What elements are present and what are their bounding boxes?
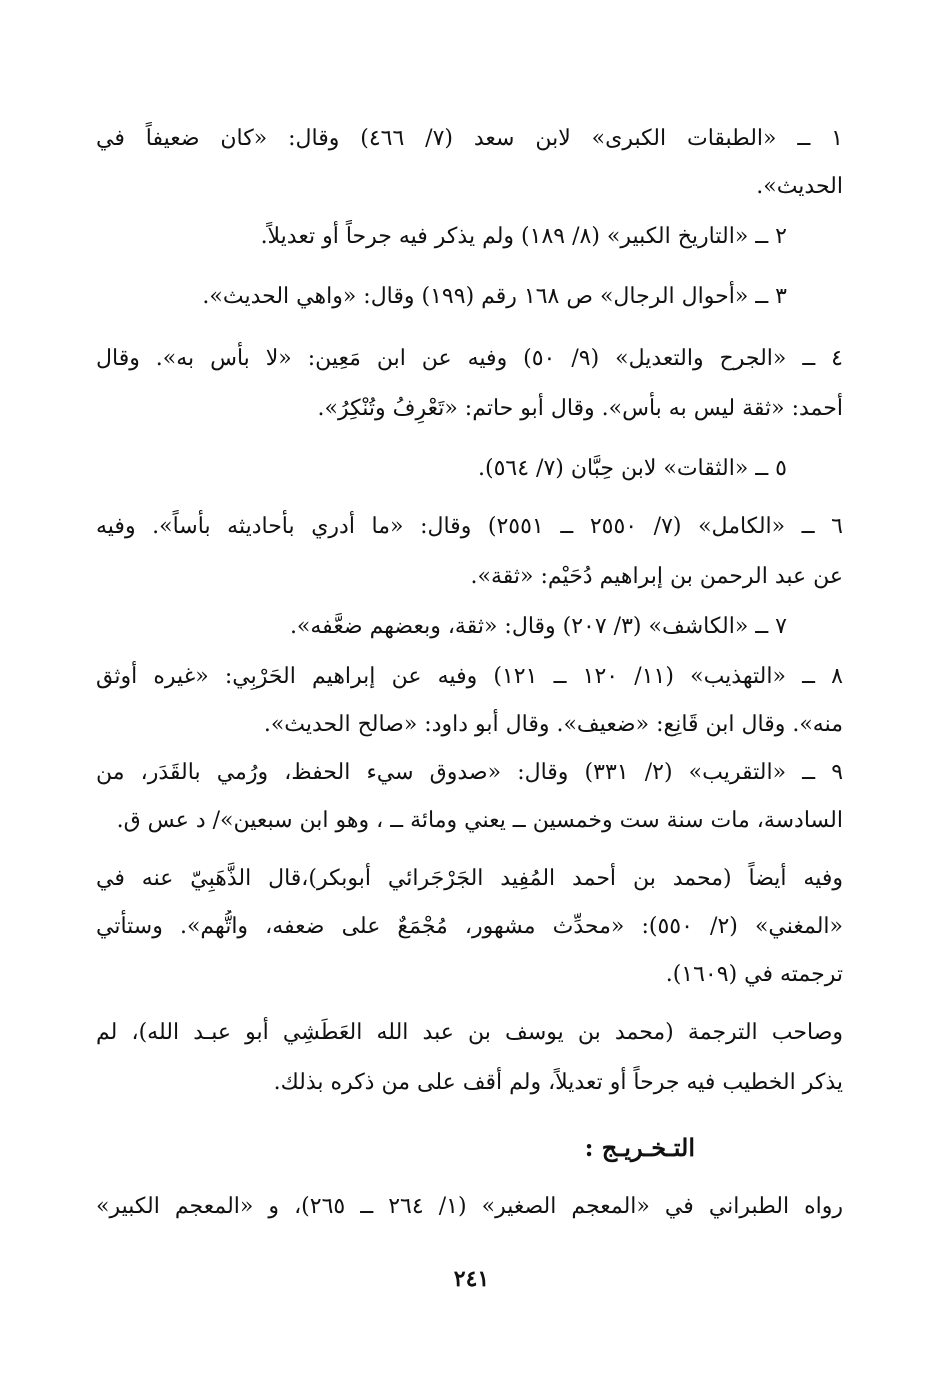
text-line-6: أحمد: «ثقة ليس به بأس». وقال أبو حاتم: «تَعْرِفُ وتُنْكِرُ».	[317, 396, 843, 421]
text-line-18: وصاحب الترجمة (محمد بن يوسف بن عبد الله العَطَشِي أبو عبـد الله)، لم	[96, 1020, 843, 1045]
text-line-7: ٥ ــ «الثقات» لابن حِبَّان (٧/ ٥٦٤).	[478, 456, 787, 481]
text-line-2: الحديث».	[756, 174, 843, 199]
text-line-4: ٣ ــ «أحوال الرجال» ص ١٦٨ رقم (١٩٩) وقال: «واهي الحديث».	[202, 284, 787, 309]
text-line-15: وفيه أيضاً (محمد بن أحمد المُفِيد الجَرْجَرائي أبوبكر)،قال الذَّهَبِيّ عنه في	[96, 866, 843, 891]
section-heading: التـخـريـج :	[584, 1133, 695, 1162]
page-number: ٢٤١	[453, 1266, 490, 1292]
text-line-13: ٩ ــ «التقريب» (٢/ ٣٣١) وقال: «صدوق سيء الحفظ، ورُمي بالقَدَر، من	[96, 760, 843, 785]
text-line-17: ترجمته في (١٦٠٩).	[665, 962, 843, 987]
text-line-16: «المغني» (٢/ ٥٥٠): «محدِّث مشهور، مُجْمَعٌ على ضعفه، واتُّهم». وستأتي	[96, 914, 843, 939]
text-line-10: ٧ ــ «الكاشف» (٣/ ٢٠٧) وقال: «ثقة، وبعضهم ضعَّفه».	[289, 614, 787, 639]
text-line-12: منه». وقال ابن قَانِع: «ضعيف». وقال أبو داود: «صالح الحديث».	[263, 712, 843, 737]
text-line-20: رواه الطبراني في «المعجم الصغير» (١/ ٢٦٤ ــ ٢٦٥)، و «المعجم الكبير»	[96, 1194, 843, 1219]
text-line-3: ٢ ــ «التاريخ الكبير» (٨/ ١٨٩) ولم يذكر فيه جرحاً أو تعديلاً.	[260, 224, 787, 249]
text-line-14: السادسة، مات سنة ست وخمسين ــ يعني ومائة ــ ، وهو ابن سبعين»/ د عس ق.	[116, 808, 843, 833]
text-line-9: عن عبد الرحمن بن إبراهيم دُحَيْم: «ثقة».	[470, 564, 843, 589]
text-line-8: ٦ ــ «الكامل» (٧/ ٢٥٥٠ ــ ٢٥٥١) وقال: «ما أدري بأحاديثه بأساً». وفيه	[96, 514, 843, 539]
text-line-19: يذكر الخطيب فيه جرحاً أو تعديلاً، ولم أقف على من ذكره بذلك.	[273, 1070, 843, 1095]
text-line-11: ٨ ــ «التهذيب» (١١/ ١٢٠ ــ ١٢١) وفيه عن إبراهيم الحَرْبِي: «غيره أوثق	[96, 664, 843, 689]
text-line-5: ٤ ــ «الجرح والتعديل» (٩/ ٥٠) وفيه عن ابن مَعِين: «لا بأس به». وقال	[96, 346, 843, 371]
text-line-1: ١ ــ «الطبقات الكبرى» لابن سعد (٧/ ٤٦٦) وقال: «كان ضعيفاً في	[96, 126, 843, 151]
